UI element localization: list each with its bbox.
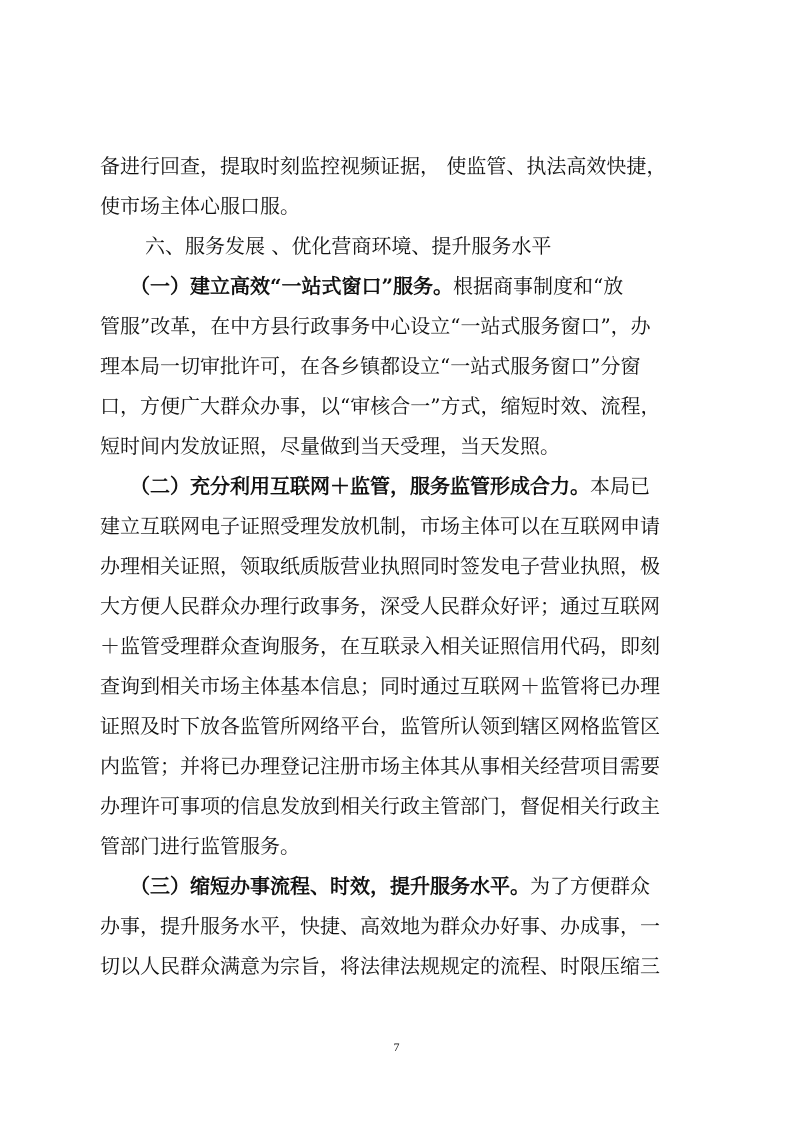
text-line xyxy=(100,673,700,699)
text-line xyxy=(100,713,700,739)
text-line xyxy=(100,633,700,659)
text-run: 管服”改革，在中方县行政事务中心设立“一站式服务窗口”，办 xyxy=(100,314,651,338)
text-line xyxy=(100,393,700,419)
text-run: 理本局一切审批许可，在各乡镇都设立“一站式服务窗口”分窗 xyxy=(100,354,641,378)
text-line xyxy=(100,553,700,579)
text-line xyxy=(100,433,700,459)
text-line xyxy=(100,833,700,859)
text-run: 使市场主体心服口服。 xyxy=(100,194,300,218)
text-line xyxy=(100,793,700,819)
subsection-heading: （三）缩短办事流程、时效，提升服务水平。 xyxy=(130,874,530,898)
text-run: 内监管；并将已办理登记注册市场主体其从事相关经营项目需要 xyxy=(100,754,660,778)
text-run: 管部门进行监管服务。 xyxy=(100,834,300,858)
subsection-heading: （一）建立高效“一站式窗口”服务。 xyxy=(130,274,454,298)
text-run: 查询到相关市场主体基本信息；同时通过互联网＋监管将已办理 xyxy=(100,674,660,698)
text-run: 备进行回查，提取时刻监控视频证据， 使监管、执法高效快捷， xyxy=(100,154,667,178)
text-run: 办理相关证照，领取纸质版营业执照同时签发电子营业执照，极 xyxy=(100,554,660,578)
text-line xyxy=(100,193,700,219)
text-run: 为了方便群众 xyxy=(530,874,650,898)
text-run: 本局已 xyxy=(590,474,650,498)
subsection-heading-line xyxy=(130,273,700,299)
text-run: 短时间内发放证照，尽量做到当天受理，当天发照。 xyxy=(100,434,560,458)
text-run: ＋监管受理群众查询服务，在互联录入相关证照信用代码，即刻 xyxy=(100,634,660,658)
text-run: 办事，提升服务水平，快捷、高效地为群众办好事、办成事，一 xyxy=(100,914,660,938)
text-line xyxy=(100,353,700,379)
text-run: 证照及时下放各监管所网络平台，监管所认领到辖区网格监管区 xyxy=(100,714,660,738)
text-run: 根据商事制度和“放 xyxy=(453,274,624,298)
text-run: 切以人民群众满意为宗旨，将法律法规规定的流程、时限压缩三 xyxy=(100,954,660,978)
text-line xyxy=(100,313,700,339)
text-run: 口，方便广大群众办事，以“审核合一”方式，缩短时效、流程， xyxy=(100,394,661,418)
text-line xyxy=(100,513,700,539)
subsection-heading-line xyxy=(130,873,700,899)
text-line xyxy=(100,593,700,619)
page-number: 7 xyxy=(393,1040,400,1054)
text-run: 办理许可事项的信息发放到相关行政主管部门，督促相关行政主 xyxy=(100,794,660,818)
text-line xyxy=(100,753,700,779)
text-run: 建立互联网电子证照受理发放机制，市场主体可以在互联网申请 xyxy=(100,514,660,538)
text-run: 大方便人民群众办理行政事务，深受人民群众好评；通过互联网 xyxy=(100,594,660,618)
text-line xyxy=(100,953,700,979)
subsection-heading-line xyxy=(130,473,700,499)
text-run: 六、服务发展 、优化营商环境、提升服务水平 xyxy=(145,234,552,258)
text-line xyxy=(100,153,700,179)
section-heading xyxy=(145,233,700,259)
subsection-heading: （二）充分利用互联网＋监管，服务监管形成合力。 xyxy=(130,474,590,498)
text-line xyxy=(100,913,700,939)
